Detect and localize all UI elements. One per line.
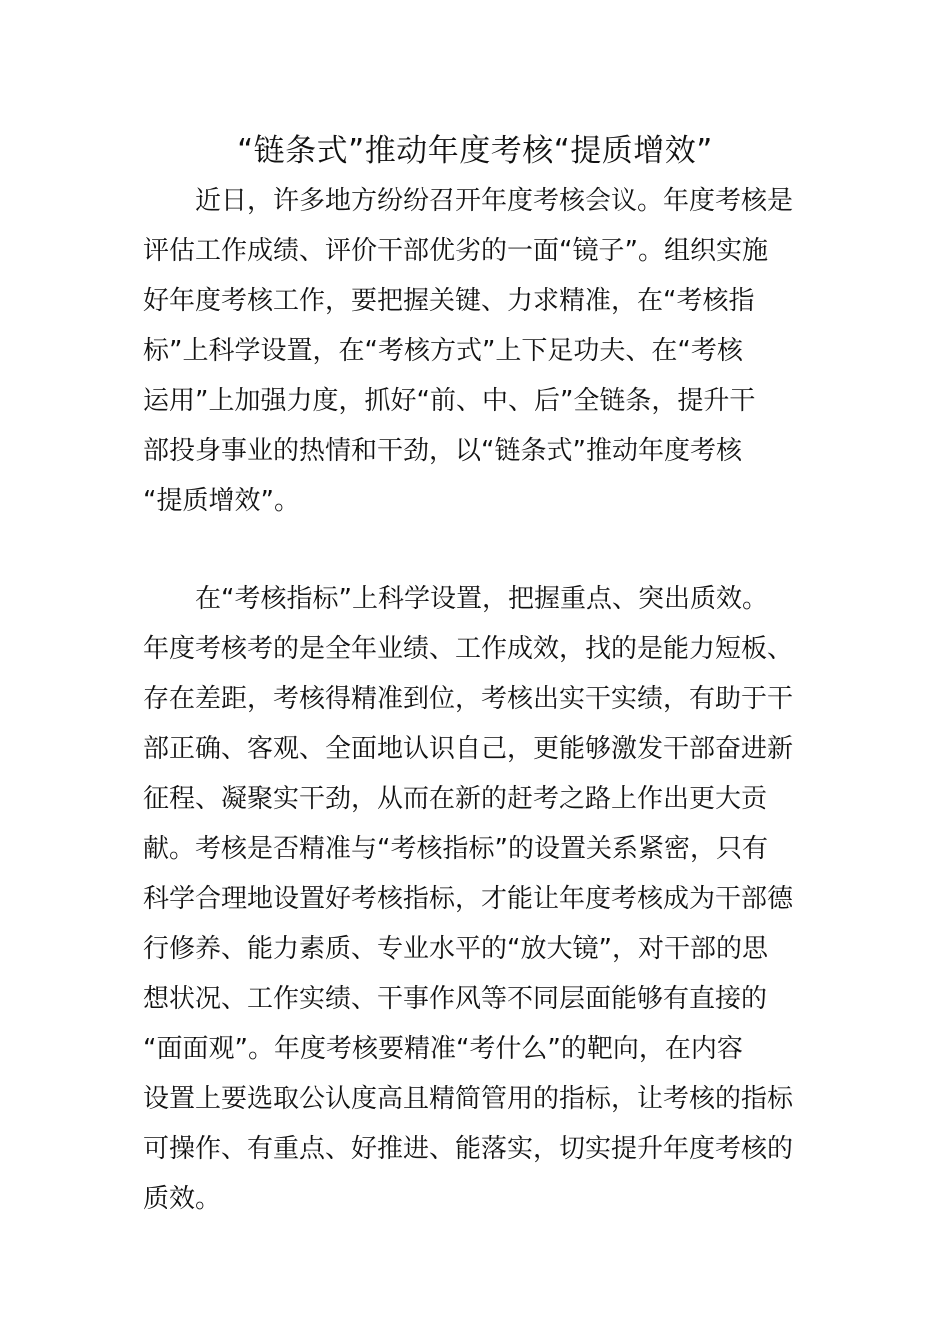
- paragraph-line: 献。考核是否精准与“考核指标”的设置关系紧密，只有: [143, 834, 768, 864]
- paragraph-line: 运用”上加强力度，抓好“前、中、后”全链条，提升干: [143, 386, 756, 416]
- paragraph-line: 部投身事业的热情和干劲，以“链条式”推动年度考核: [143, 436, 742, 466]
- paragraph-line: “面面观”。年度考核要精准“考什么”的靶向，在内容: [143, 1034, 743, 1064]
- paragraph-line: 年度考核考的是全年业绩、工作成效，找的是能力短板、: [143, 634, 794, 664]
- paragraph-line: 评估工作成绩、评价干部优劣的一面“镜子”。组织实施: [143, 236, 768, 266]
- paragraph-line: 设置上要选取公认度高且精简管用的指标，让考核的指标: [143, 1084, 794, 1114]
- paragraph-line: “提质增效”。: [143, 486, 300, 516]
- paragraph-line: 想状况、工作实绩、干事作风等不同层面能够有直接的: [143, 984, 768, 1014]
- paragraph-line: 行修养、能力素质、专业水平的“放大镜”，对干部的思: [143, 934, 768, 964]
- paragraph-line: 在“考核指标”上科学设置，把握重点、突出质效。: [195, 584, 768, 614]
- paragraph-line: 好年度考核工作，要把握关键、力求精准，在“考核指: [143, 286, 755, 316]
- document-title: “链条式”推动年度考核“提质增效”: [237, 133, 713, 169]
- paragraph-line: 科学合理地设置好考核指标，才能让年度考核成为干部德: [143, 884, 794, 914]
- paragraph-indicators: [143, 574, 809, 1224]
- paragraph-line: 可操作、有重点、好推进、能落实，切实提升年度考核的: [143, 1134, 794, 1164]
- paragraph-line: 部正确、客观、全面地认识自己，更能够激发干部奋进新: [143, 734, 794, 764]
- paragraph-line: 存在差距，考核得精准到位，考核出实干实绩，有助于干: [143, 684, 794, 714]
- paragraph-intro: [143, 176, 809, 526]
- paragraph-line: 近日，许多地方纷纷召开年度考核会议。年度考核是: [195, 186, 794, 216]
- paragraph-line: 标”上科学设置，在“考核方式”上下足功夫、在“考核: [143, 336, 743, 366]
- paragraph-line: 质效。: [143, 1184, 222, 1214]
- paragraph-line: 征程、凝聚实干劲，从而在新的赶考之路上作出更大贡: [143, 784, 768, 814]
